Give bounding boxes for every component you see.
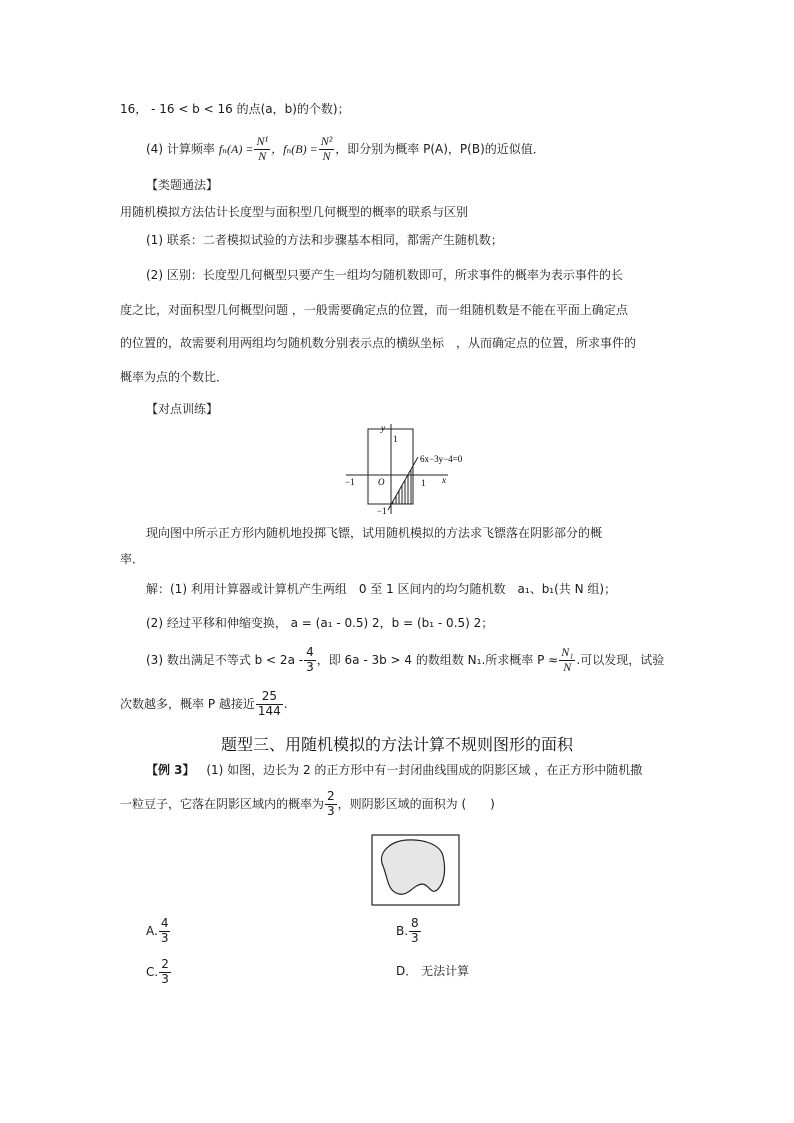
- topic-title: 题型三、用随机模拟的方法计算不规则图形的面积: [220, 735, 573, 754]
- coordinate-figure: [336, 420, 486, 520]
- fraction-n1-over-n: [254, 135, 270, 164]
- shaded-blob: [382, 840, 445, 894]
- problem-line-2: 率．: [120, 552, 145, 566]
- fraction-numerator: N²: [320, 133, 333, 148]
- option-a[interactable]: [146, 913, 171, 949]
- tick-y-bottom: −1: [377, 506, 387, 516]
- section-heading: 【类题通法】: [146, 178, 219, 192]
- fraction-numerator: 4: [306, 644, 314, 659]
- step-4: [146, 131, 545, 167]
- fraction-denominator: N: [559, 660, 575, 675]
- tick-x-left: −1: [345, 477, 355, 487]
- solution-step-1: 解：(1) 利用计算器或计算机产生两组 0 至 1 区间内的均匀随机数 a₁、b₁(共 N 组)；: [146, 582, 617, 596]
- fraction-numerator: 4: [160, 915, 169, 930]
- fraction-denominator: 3: [161, 971, 169, 986]
- difference-line-4: 概率为点的个数比．: [120, 370, 229, 384]
- fraction-25-over-144: [256, 690, 283, 719]
- example-text-2a: 一粒豆子，它落在阴影区域内的概率为: [120, 797, 325, 811]
- example-text-2b: ，则阴影区域的面积为 ( ): [337, 797, 495, 811]
- fraction-denominator: 144: [257, 703, 281, 718]
- step4-fb: ，fₙ(B) =: [271, 142, 318, 156]
- option-c[interactable]: [146, 954, 172, 990]
- text-line-1: 16， - 16 < b < 16 的点(a，b)的个数)；: [120, 102, 350, 116]
- method-title: 用随机模拟方法估计长度型与面积型几何概型的概率的联系与区别: [120, 205, 469, 219]
- y-axis-label: y: [381, 423, 385, 433]
- fraction-numerator: N¹: [256, 133, 269, 148]
- fraction-two-thirds: [325, 790, 337, 819]
- step4-prefix: (4) 计算频率: [146, 142, 215, 156]
- example-label: 【例 3】: [146, 763, 195, 777]
- fraction-denominator: N: [319, 149, 335, 164]
- fraction-numerator: N₁: [561, 644, 574, 659]
- x-axis-label: x: [442, 475, 446, 485]
- fraction-numerator: 25: [261, 688, 277, 703]
- option-letter: A.: [146, 924, 158, 938]
- fraction-denominator: 3: [327, 803, 335, 818]
- difference-line-1: (2) 区别：长度型几何概型只要产生一组均匀随机数即可，所求事件的概率为表示事件的长: [146, 268, 623, 282]
- option-fraction: [159, 958, 171, 987]
- origin-label: O: [378, 477, 385, 487]
- fraction-numerator: 2: [327, 788, 335, 803]
- solution-step-4: [120, 686, 288, 722]
- option-fraction: [409, 917, 421, 946]
- example-line-1: [146, 764, 642, 776]
- option-letter: C.: [146, 965, 159, 979]
- sol3-part-b: ，即 6a - 3b > 4 的数组数 N₁.所求概率 P ≈: [316, 653, 559, 667]
- option-text: 无法计算: [421, 964, 470, 978]
- sol4-part-b: .: [283, 697, 288, 711]
- fraction-denominator: 3: [411, 930, 419, 945]
- fraction-four-thirds: [304, 646, 316, 675]
- tick-y-top: 1: [393, 434, 398, 444]
- example-line-2: [120, 786, 495, 822]
- fraction-denominator: 3: [160, 930, 169, 945]
- line-equation-label: 6x−3y−4=0: [420, 454, 463, 464]
- option-fraction: [159, 917, 171, 946]
- blob-figure: [355, 828, 463, 912]
- step4-fa: fₙ(A) =: [218, 142, 254, 156]
- solution-step-3: [146, 642, 664, 678]
- fraction-denominator: N: [254, 149, 270, 164]
- difference-line-2: 度之比，对面积型几何概型问题 ，一般需要确定点的位置，而一组随机数是不能在平面上确定点: [120, 303, 628, 317]
- difference-line-3: 的位置的，故需要利用两组均匀随机数分别表示点的横纵坐标 ，从而确定点的位置，所求事件的: [120, 336, 637, 350]
- fraction-numerator: 2: [161, 956, 169, 971]
- fraction-n1-over-n: [559, 646, 575, 675]
- option-letter: D．: [396, 964, 418, 978]
- option-letter: B.: [396, 924, 409, 938]
- fraction-denominator: 3: [306, 659, 314, 674]
- fraction-numerator: 8: [411, 915, 419, 930]
- sol3-part-a: (3) 数出满足不等式 b < 2a -: [146, 653, 304, 667]
- option-d[interactable]: [396, 965, 469, 977]
- sol3-part-c: .可以发现，试验: [576, 653, 665, 667]
- example-text-1: (1) 如图，边长为 2 的正方形中有一封闭曲线围成的阴影区域 ，在正方形中随机撒: [206, 763, 643, 777]
- sol4-part-a: 次数越多，概率 P 越接近: [120, 697, 255, 711]
- step4-suffix: ，即分别为概率 P(A)，P(B)的近似值．: [335, 142, 545, 156]
- tick-x-right: 1: [421, 478, 426, 488]
- fraction-n2-over-n: [319, 135, 335, 164]
- problem-line-1: 现向图中所示正方形内随机地投掷飞镖，试用随机模拟的方法求飞镖落在阴影部分的概: [146, 526, 603, 540]
- option-b[interactable]: [396, 913, 422, 949]
- contact-paragraph: (1) 联系：二者模拟试验的方法和步骤基本相同，都需产生随机数；: [146, 233, 503, 247]
- practice-heading: 【对点训练】: [146, 402, 219, 416]
- solution-step-2: (2) 经过平移和伸缩变换， a = (a₁ - 0.5) 2，b = (b₁ - 0.5) 2；: [146, 616, 494, 630]
